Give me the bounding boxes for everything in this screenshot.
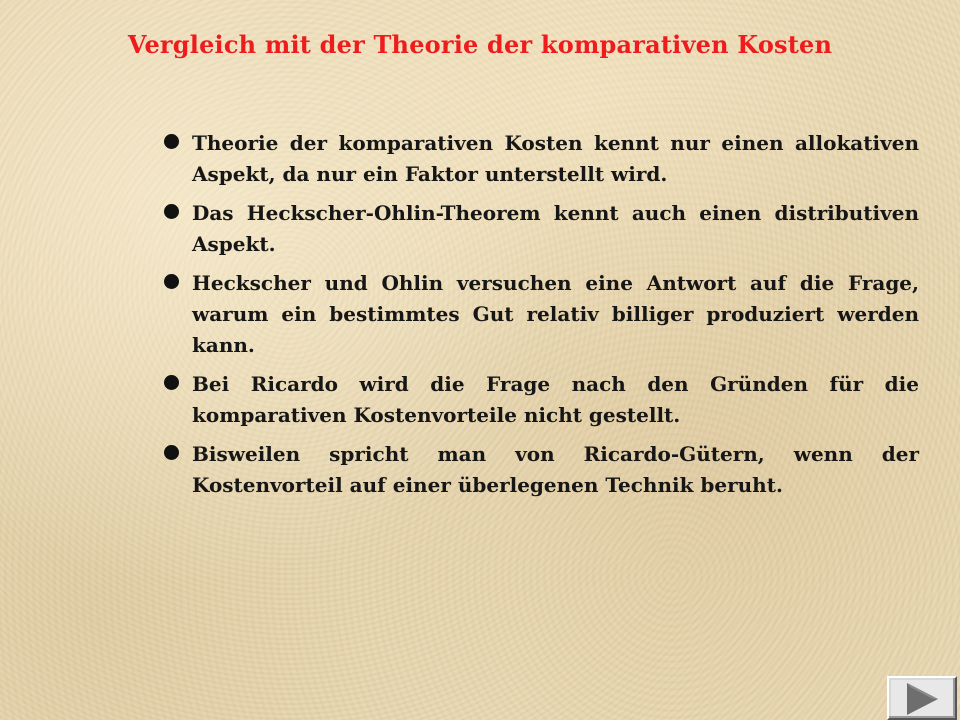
bullet-item [162,198,919,260]
bullet-text: Heckscher und Ohlin versuchen eine Antwort auf die Frage, warum ein bestimmtes Gut relativ billiger produziert werden kann. [192,271,919,357]
bullet-dot-icon [164,375,179,390]
bullet-text: Bei Ricardo wird die Frage nach den Gründen für die komparativen Kostenvorteile nicht gestellt. [192,372,919,427]
bullet-dot-icon [164,204,179,219]
bullet-item [162,369,919,431]
bullet-text: Bisweilen spricht man von Ricardo-Gütern, wenn der Kostenvorteil auf einer überlegenen Technik beruht. [192,442,919,497]
bullet-dot-icon [164,274,179,289]
bullet-item [162,128,919,190]
next-slide-button[interactable] [887,676,957,720]
play-triangle-right-icon [903,682,941,716]
slide-title: Vergleich mit der Theorie der komparativen Kosten [127,30,833,59]
bullet-dot-icon [164,134,179,149]
bullet-text: Theorie der komparativen Kosten kennt nur einen allokativen Aspekt, da nur ein Faktor unterstellt wird. [192,131,919,186]
bullet-dot-icon [164,445,179,460]
bullet-item [162,268,919,361]
bullet-list [162,128,919,509]
bullet-text: Das Heckscher-Ohlin-Theorem kennt auch einen distributiven Aspekt. [192,201,919,256]
bullet-item [162,439,919,501]
